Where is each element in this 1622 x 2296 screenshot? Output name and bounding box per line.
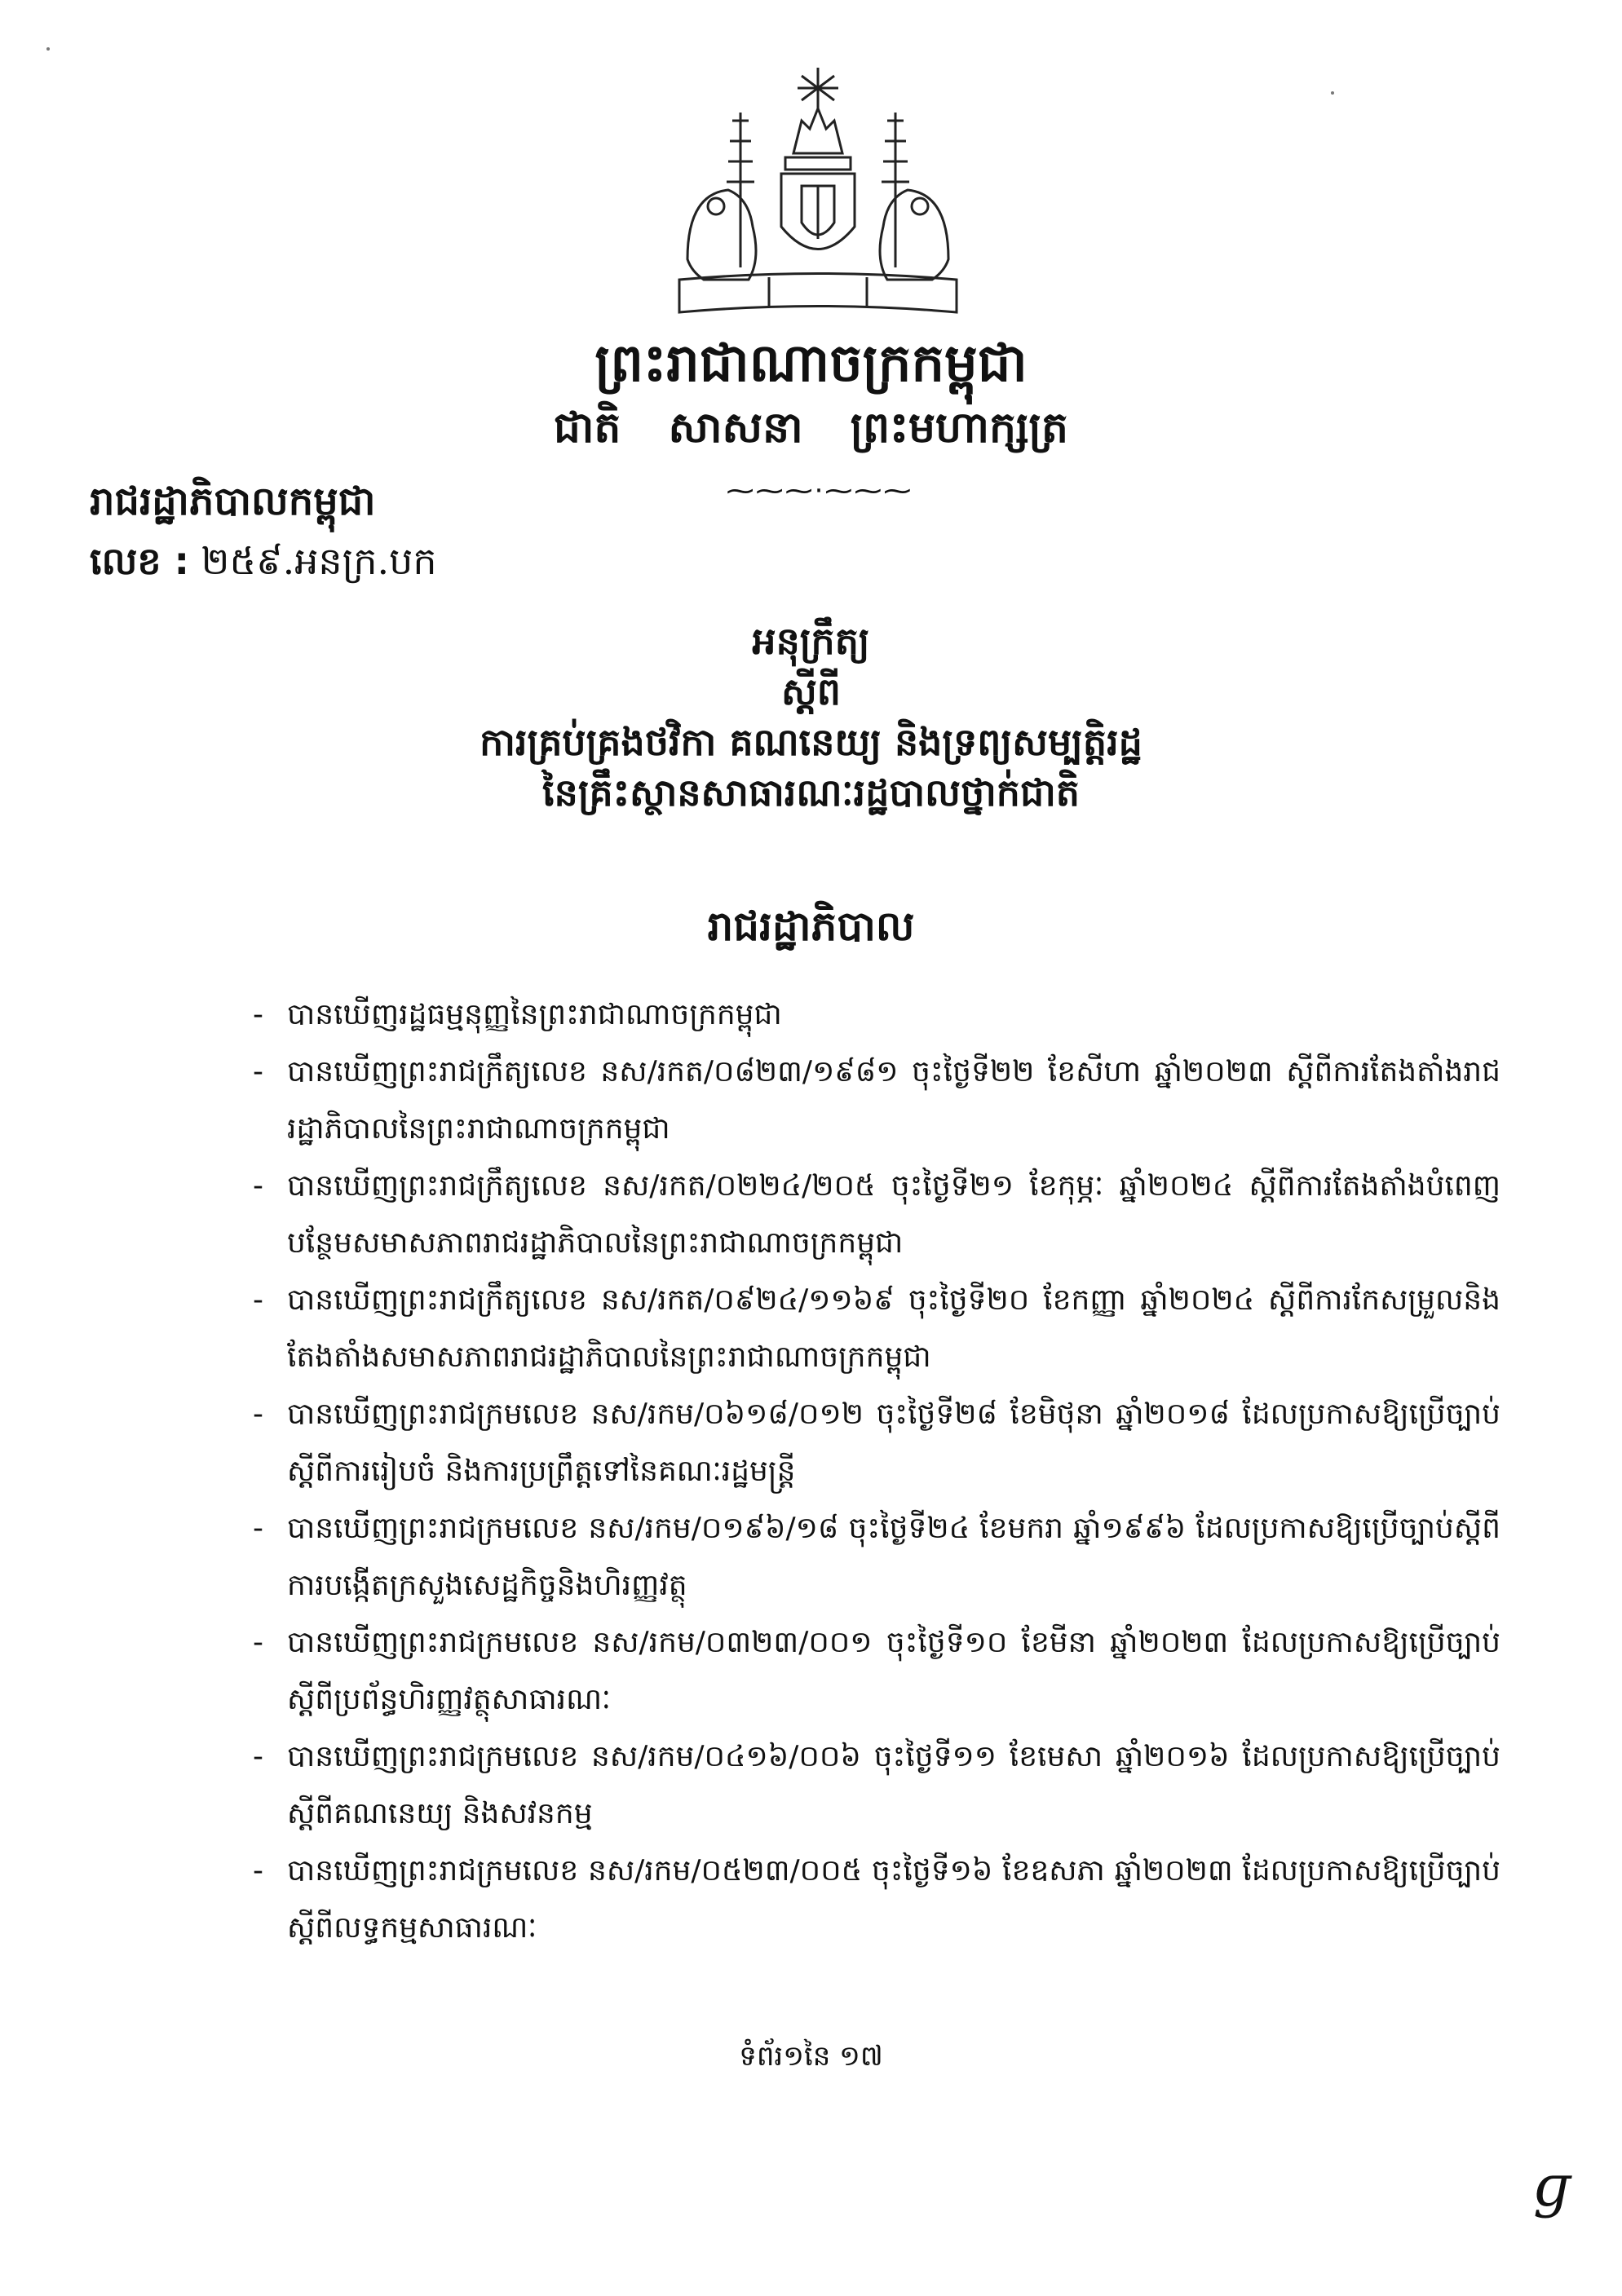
document-title xyxy=(0,616,1622,818)
emblem-star xyxy=(798,68,838,108)
reference-number xyxy=(90,538,437,593)
title-about: ស្តីពី xyxy=(781,669,841,713)
title-subject-cont: នៃគ្រឹះស្ថានសាធារណៈរដ្ឋបាលថ្នាក់ជាតិ xyxy=(542,770,1080,815)
list-item: - បានឃើញព្រះរាជក្រឹត្យលេខ នស/រកត/០២២៤/២០៥ ចុះថ្ងៃទី២១ ខែកុម្ភៈ ឆ្នាំ២០២៤ ស្តីពីការតែងតាំងបំពេញបន្ថែមសមាសភាពរាជរដ្ឋាភិបាលនៃព្រះរាជាណាចក្រកម្ពុជា xyxy=(253,1169,1500,1260)
title-type: អនុក្រឹត្យ xyxy=(752,619,870,663)
reference-label: លេខ : xyxy=(90,539,190,583)
considerations-list xyxy=(253,987,1500,1957)
list-item-text: បានឃើញព្រះរាជក្រឹត្យលេខ នស/រកត/០៨២៣/១៩៨១ ចុះថ្ងៃទី២២ ខែសីហា ឆ្នាំ២០២៣ ស្តីពីការតែងតាំងរាជរដ្ឋាភិបាលនៃព្រះរាជាណាចក្រកម្ពុជា xyxy=(287,1055,1500,1146)
reference-value: ២៥៩.អនក្រ.បក xyxy=(201,539,437,583)
list-item: - បានឃើញព្រះរាជក្រមលេខ នស/រកម/០៤១៦/០០៦ ចុះថ្ងៃទី១១ ខែមេសា ឆ្នាំ២០១៦ ដែលប្រកាសឱ្យប្រើច្បាប់ស្តីពីគណនេយ្យ និងសវនកម្ម xyxy=(253,1740,1500,1830)
list-item-text: បានឃើញព្រះរាជក្រមលេខ នស/រកម/០១៩៦/១៨ ចុះថ្ងៃទី២៤ ខែមករា ឆ្នាំ១៩៩៦ ដែលប្រកាសឱ្យប្រើច្បាប់ស្តីពីការបង្កើតក្រសួងសេដ្ឋកិច្ចនិងហិរញ្ញវត្ថុ xyxy=(287,1512,1500,1602)
list-item-text: បានឃើញព្រះរាជក្រមលេខ នស/រកម/០៦១៨/០១២ ចុះថ្ងៃទី២៨ ខែមិថុនា ឆ្នាំ២០១៨ ដែលប្រកាសឱ្យប្រើច្បាប់ស្តីពីការរៀបចំ និងការប្រព្រឹត្តទៅនៃគណៈរដ្ឋមន្ត្រី xyxy=(287,1397,1500,1488)
list-item: - បានឃើញព្រះរាជក្រឹត្យលេខ នស/រកត/០៨២៣/១៩៨១ ចុះថ្ងៃទី២២ ខែសីហា ឆ្នាំ២០២៣ ស្តីពីការតែងតាំងរាជរដ្ឋាភិបាលនៃព្រះរាជាណាចក្រកម្ពុជា xyxy=(253,1055,1500,1146)
section-heading: រាជរដ្ឋាភិបាល xyxy=(707,903,915,950)
emblem-crown xyxy=(793,108,842,153)
issuing-government: រាជរដ្ឋាភិបាលកម្ពុជា xyxy=(90,479,376,524)
kingdom-title: ព្រះរាជាណាចក្រកម្ពុជា xyxy=(594,333,1028,394)
emblem-right-guardian xyxy=(880,190,948,280)
emblem-left-guardian xyxy=(687,190,756,280)
scan-speck xyxy=(1331,91,1334,95)
national-motto: ជាតិ សាសនា ព្រះមហាក្សត្រ xyxy=(553,404,1069,453)
list-item-text: បានឃើញព្រះរាជក្រមលេខ នស/រកម/០៥២៣/០០៥ ចុះថ្ងៃទី១៦ ខែឧសភា ឆ្នាំ២០២៣ ដែលប្រកាសឱ្យប្រើច្បាប់ស្តីពីលទ្ធកម្មសាធារណៈ xyxy=(287,1854,1500,1945)
ornament-divider: ⁓⁓⁓·⁓⁓⁓ xyxy=(726,475,913,507)
list-item: - បានឃើញព្រះរាជក្រឹត្យលេខ នស/រកត/០៩២៤/១១៦៩ ចុះថ្ងៃទី២០ ខែកញ្ញា ឆ្នាំ២០២៤ ស្តីពីការកែសម្រួលនិងតែងតាំងសមាសភាពរាជរដ្ឋាភិបាលនៃព្រះរាជាណាចក្រកម្ពុជា xyxy=(253,1283,1500,1374)
list-item-text: បានឃើញព្រះរាជក្រឹត្យលេខ នស/រកត/០២២៤/២០៥ ចុះថ្ងៃទី២១ ខែកុម្ភៈ ឆ្នាំ២០២៤ ស្តីពីការតែងតាំងបំពេញបន្ថែមសមាសភាពរាជរដ្ឋាភិបាលនៃព្រះរាជាណាចក្រកម្ពុជា xyxy=(287,1169,1500,1260)
list-item: - បានឃើញព្រះរាជក្រមលេខ នស/រកម/០៣២៣/០០១ ចុះថ្ងៃទី១០ ខែមីនា ឆ្នាំ២០២៣ ដែលប្រកាសឱ្យប្រើច្បាប់ស្តីពីប្រព័ន្ធហិរញ្ញវត្ថុសាធារណៈ xyxy=(253,1626,1500,1716)
list-item: - បានឃើញរដ្ឋធម្មនុញ្ញនៃព្រះរាជាណាចក្រកម្ពុជា xyxy=(253,998,782,1031)
page-number: ទំព័រ១នៃ ១៧ xyxy=(739,2040,883,2073)
list-item-text: បានឃើញរដ្ឋធម្មនុញ្ញនៃព្រះរាជាណាចក្រកម្ពុជា xyxy=(287,998,782,1031)
list-item: - បានឃើញព្រះរាជក្រមលេខ នស/រកម/០១៩៦/១៨ ចុះថ្ងៃទី២៤ ខែមករា ឆ្នាំ១៩៩៦ ដែលប្រកាសឱ្យប្រើច្បាប់ស្តីពីការបង្កើតក្រសួងសេដ្ឋកិច្ចនិងហិរញ្ញវត្ថុ xyxy=(253,1512,1500,1602)
handwritten-mark: ɡ xyxy=(1533,2152,1570,2219)
list-item-text: បានឃើញព្រះរាជក្រឹត្យលេខ នស/រកត/០៩២៤/១១៦៩ ចុះថ្ងៃទី២០ ខែកញ្ញា ឆ្នាំ២០២៤ ស្តីពីការកែសម្រួលនិងតែងតាំងសមាសភាពរាជរដ្ឋាភិបាលនៃព្រះរាជាណាចក្រកម្ពុជា xyxy=(287,1283,1500,1374)
list-item: - បានឃើញព្រះរាជក្រមលេខ នស/រកម/០៦១៨/០១២ ចុះថ្ងៃទី២៨ ខែមិថុនា ឆ្នាំ២០១៨ ដែលប្រកាសឱ្យប្រើច្បាប់ស្តីពីការរៀបចំ និងការប្រព្រឹត្តទៅនៃគណៈរដ្ឋមន្ត្រី xyxy=(253,1397,1500,1488)
list-item: - បានឃើញព្រះរាជក្រមលេខ នស/រកម/០៥២៣/០០៥ ចុះថ្ងៃទី១៦ ខែឧសភា ឆ្នាំ២០២៣ ដែលប្រកាសឱ្យប្រើច្បាប់ស្តីពីលទ្ធកម្មសាធារណៈ xyxy=(253,1854,1500,1945)
royal-emblem xyxy=(671,64,965,320)
title-subject: ការគ្រប់គ្រងថវិកា គណនេយ្យ និងទ្រព្យសម្បត្តិរដ្ឋ xyxy=(480,720,1142,764)
list-item-text: បានឃើញព្រះរាជក្រមលេខ នស/រកម/០៤១៦/០០៦ ចុះថ្ងៃទី១១ ខែមេសា ឆ្នាំ២០១៦ ដែលប្រកាសឱ្យប្រើច្បាប់ស្តីពីគណនេយ្យ និងសវនកម្ម xyxy=(287,1740,1500,1830)
scan-speck xyxy=(46,47,50,51)
list-item-text: បានឃើញព្រះរាជក្រមលេខ នស/រកម/០៣២៣/០០១ ចុះថ្ងៃទី១០ ខែមីនា ឆ្នាំ២០២៣ ដែលប្រកាសឱ្យប្រើច្បាប់ស្តីពីប្រព័ន្ធហិរញ្ញវត្ថុសាធារណៈ xyxy=(287,1626,1500,1716)
